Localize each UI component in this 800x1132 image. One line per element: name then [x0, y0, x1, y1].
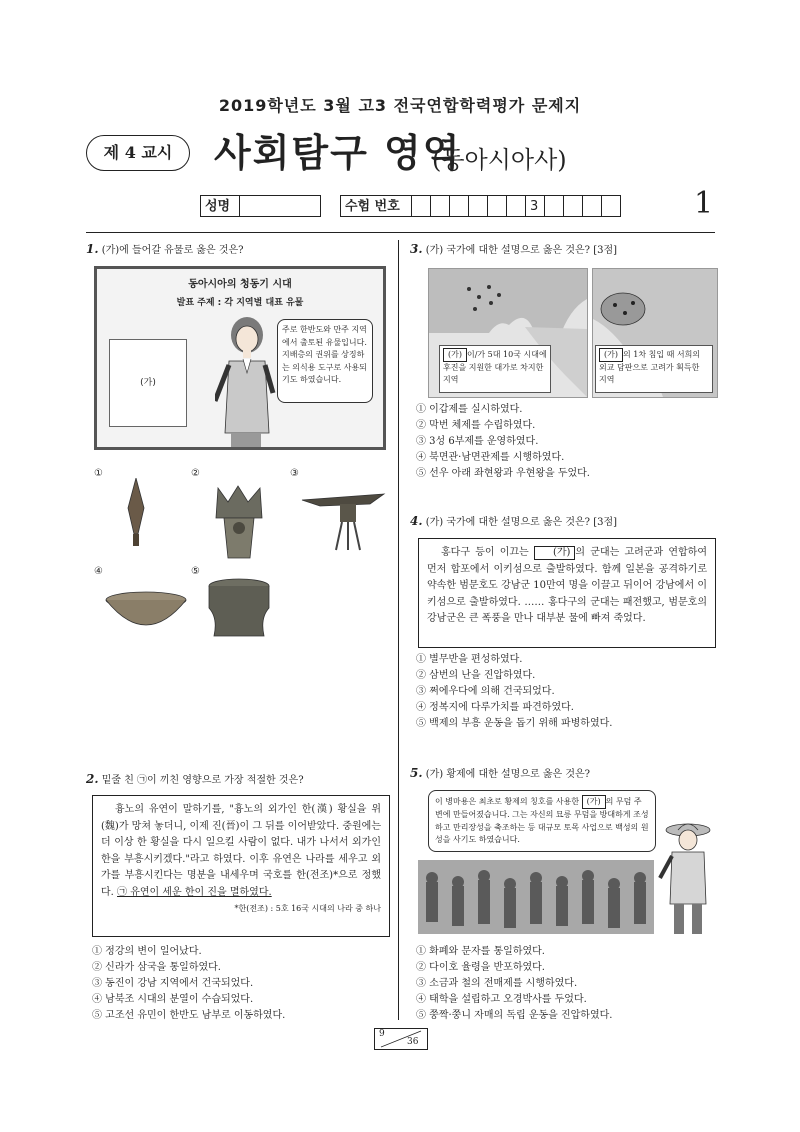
q5-option-4[interactable]: ④ 태학을 설립하고 오경박사를 두었다. — [416, 994, 587, 1005]
exam-number-cell[interactable] — [468, 195, 488, 217]
bronze-vessel-tripod-icon — [300, 490, 386, 552]
q5-options — [416, 944, 716, 1024]
q1-board-title: 동아시아의 청동기 시대 — [188, 279, 292, 290]
q4-option-3[interactable]: ③ 쩌에우다에 의해 건국되었다. — [416, 686, 555, 697]
info-row — [200, 195, 620, 217]
q1-option-1[interactable]: ① — [94, 468, 103, 479]
q2-number: 2. — [86, 772, 99, 786]
q2-option-1[interactable]: ① 정강의 변이 일어났다. — [92, 946, 202, 957]
q4-passage-box — [418, 538, 716, 648]
terracotta-army-photo — [418, 860, 654, 934]
q1-board-subtitle: 발표 주제 : 각 지역별 대표 유물 — [176, 298, 304, 308]
exam-number-cell[interactable] — [449, 195, 469, 217]
q2-passage: 흉노의 유연이 말하기를, "흉노의 외가인 한(漢) 황실을 위(魏)가 망쳐 놓더니, 이제 진(晉)이 그 뒤를 이어받았다. 중원에는 더 이상 한 황실을 다시 일으킬 사람이 없다. 내가 나서서 외가인 한을 부흥시키겠다."라고 하였다. 이후 유연은 나라를 세우고 외가를 부흥시킨다는 명분을 내세우며 국호를 한(전조)*으로 정했다. ㉠ 유연이 세운 한이 진을 멸하였다. — [101, 804, 381, 898]
footer-page: 9 — [379, 1029, 385, 1039]
name-field[interactable] — [239, 195, 321, 217]
q2-underlined-sentence: ㉠ 유연이 세운 한이 진을 멸하였다. — [117, 886, 272, 898]
q1-option-2[interactable]: ② — [191, 468, 200, 479]
q2-option-5[interactable]: ⑤ 고조선 유민이 한반도 남부로 이동하였다. — [92, 1010, 286, 1021]
q2-option-3[interactable]: ③ 동진이 강남 지역에서 건국되었다. — [92, 978, 254, 989]
q3-map-1 — [428, 268, 588, 398]
q4-option-1[interactable]: ① 별무반을 편성하였다. — [416, 654, 523, 665]
q3-options — [416, 402, 716, 482]
q3-option-2[interactable]: ② 막번 체제를 수립하였다. — [416, 420, 536, 431]
footer-page-indicator — [374, 1028, 428, 1050]
exam-number-cell[interactable] — [411, 195, 431, 217]
q3-map-2-caption: (가) 의 1차 침입 때 서희의 외교 담판으로 고려가 획득한 지역 — [595, 345, 713, 393]
exam-number-digit: 3 — [525, 195, 545, 217]
q4-options — [416, 652, 716, 732]
teacher-figure-icon — [215, 313, 277, 447]
exam-number-cell[interactable] — [430, 195, 450, 217]
q3-option-1[interactable]: ① 이갑제를 실시하였다. — [416, 404, 523, 415]
q3-map-1-caption: (가) 이/가 5대 10국 시대에 후진을 지원한 대가로 차지한 지역 — [439, 345, 551, 393]
q4-prompt: 4. (가) 국가에 대한 설명으로 옳은 것은? [3점] — [410, 514, 618, 528]
exam-number-cell[interactable] — [582, 195, 602, 217]
q4-passage: 홍다구 등이 이끄는 (가) 의 군대는 고려군과 연합하여 먼저 합포에서 이키섬으로 출발하였다. 함께 일본을 공격하기로 약속한 범문호도 강남군 10만여 명을 이끌고 뒤이어 강남에서 이키섬으로 출발하였다. …… 홍다구의 군대는 패전했고, 범문호의 강남군은 큰 폭풍을 만나 대부분 물에 빠져 죽었다. — [427, 547, 707, 624]
bronze-crown-artifact-icon — [204, 484, 274, 564]
q1-speech-bubble: 주로 한반도와 만주 지역에서 출토된 유물입니다. 지배층의 권위를 상징하는 의식용 도구로 사용되기도 하였습니다. — [277, 319, 373, 403]
q3-map-2 — [592, 268, 718, 398]
exam-number-cell[interactable] — [601, 195, 621, 217]
subject-subtitle: (동아시아사) — [432, 146, 567, 174]
q5-number: 5. — [410, 766, 423, 780]
terracotta-warriors-icon — [418, 860, 654, 934]
header-rule — [86, 232, 715, 233]
column-divider — [398, 240, 399, 1020]
period-label: 제 4 교시 — [86, 135, 190, 171]
bronze-bowl-icon — [104, 590, 188, 634]
page-number: 1 — [694, 186, 714, 221]
q3-option-3[interactable]: ③ 3성 6부제를 운영하였다. — [416, 436, 539, 447]
q1-number: 1. — [86, 242, 99, 256]
q2-footnote: *한(전조) : 5호 16국 시대의 나라 중 하나 — [234, 904, 381, 913]
subject-title: 사회탐구 영역 — [214, 130, 462, 175]
q4-option-4[interactable]: ④ 정복지에 다루가치를 파견하였다. — [416, 702, 574, 713]
name-label: 성명 — [200, 195, 240, 217]
exam-title: 2019학년도 3월 고3 전국연합학력평가 문제지 — [218, 96, 582, 115]
q4-option-5[interactable]: ⑤ 백제의 부흥 운동을 돕기 위해 파병하였다. — [416, 718, 613, 729]
q5-illustration — [418, 788, 718, 938]
q5-option-2[interactable]: ② 다이호 율령을 반포하였다. — [416, 962, 545, 973]
q3-option-4[interactable]: ④ 북면관·남면관제를 시행하였다. — [416, 452, 565, 463]
exam-number-cell[interactable] — [544, 195, 564, 217]
exam-number-cell[interactable] — [563, 195, 583, 217]
q2-prompt: 2. 밑줄 친 ㉠이 끼친 영향으로 가장 적절한 것은? — [86, 772, 304, 786]
q2-passage-box — [92, 795, 390, 937]
q1-option-3[interactable]: ③ — [290, 468, 299, 479]
q3-number: 3. — [410, 242, 423, 256]
explorer-guide-icon — [658, 818, 718, 938]
q5-speech-bubble: 이 병마용은 최초로 황제의 칭호를 사용한 (가) 의 무덤 주변에 만들어졌습니다. 그는 자신의 묘릉 무덤을 방대하게 조성하고 만리장성을 축조하는 등 대규모 토목 사업으로 백성의 원성을 사기도 하였습니다. — [428, 790, 656, 852]
q4-option-2[interactable]: ② 삼번의 난을 진압하였다. — [416, 670, 536, 681]
q4-number: 4. — [410, 514, 423, 528]
exam-number-label: 수험 번호 — [340, 195, 412, 217]
q1-blackboard — [94, 266, 386, 450]
bronze-dagger-icon — [124, 478, 148, 546]
q5-option-5[interactable]: ⑤ 쭝짝·쭝니 자매의 독립 운동을 진압하였다. — [416, 1010, 613, 1021]
q1-prompt: 1. (가)에 들어갈 유물로 옳은 것은? — [86, 242, 244, 256]
q1-option-5[interactable]: ⑤ — [191, 566, 200, 577]
q5-option-1[interactable]: ① 화폐와 문자를 통일하였다. — [416, 946, 545, 957]
q3-option-5[interactable]: ⑤ 선우 아래 좌현왕과 우현왕을 두었다. — [416, 468, 590, 479]
q2-option-4[interactable]: ④ 남북조 시대의 분열이 수습되었다. — [92, 994, 254, 1005]
q1-option-4[interactable]: ④ — [94, 566, 103, 577]
q1-artifact-frame: (가) — [109, 339, 187, 427]
q3-prompt: 3. (가) 국가에 대한 설명으로 옳은 것은? [3점] — [410, 242, 618, 256]
exam-number-cell[interactable] — [506, 195, 526, 217]
bronze-drum-icon — [206, 578, 272, 640]
footer-total: 36 — [407, 1037, 419, 1047]
q5-option-3[interactable]: ③ 소금과 철의 전매제를 시행하였다. — [416, 978, 578, 989]
q2-options — [92, 944, 392, 1024]
q5-prompt: 5. (가) 황제에 대한 설명으로 옳은 것은? — [410, 766, 591, 780]
exam-number-cell[interactable] — [487, 195, 507, 217]
q2-option-2[interactable]: ② 신라가 삼국을 통일하였다. — [92, 962, 221, 973]
